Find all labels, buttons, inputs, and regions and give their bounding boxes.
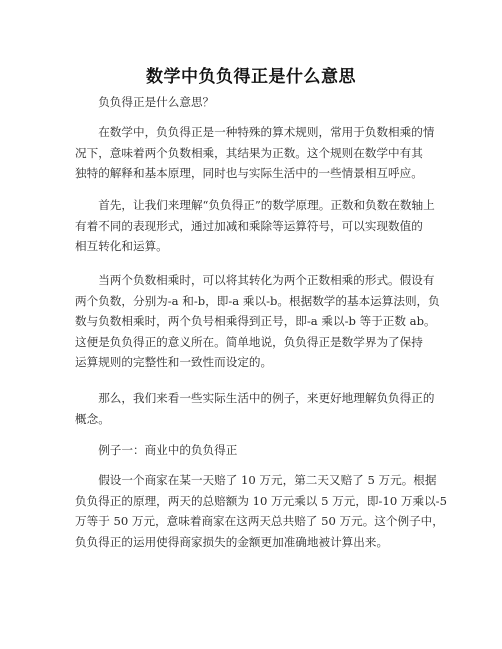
text-line: 例子一：商业中的负负得正 — [75, 443, 238, 457]
text-line: 概念。 — [75, 411, 110, 426]
text-line: 独特的解释和基本原理，同时也与实际生活中的一些情景相互呼应。 — [75, 166, 423, 180]
text-line: 这便是负负得正的意义所在。简单地说，负负得正是数学界为了保持 — [75, 334, 423, 349]
text-line: 两个负数，分别为-a 和-b，即-a 乘以-b。根据数学的基本运算法则，负 — [75, 293, 440, 308]
text-line: 负负得正的运用使得商家损失的金额更加准确地被计算出来。 — [75, 534, 389, 549]
paragraph-question — [75, 92, 435, 113]
paragraph-example-body — [75, 470, 447, 552]
text-line: 数与负数相乘时，两个负号相乘得到正号，即-a 乘以-b 等于正数 ab。 — [75, 314, 436, 328]
text-line: 负负得正的原理，两天的总赔额为 10 万元乘以 5 万元，即-10 万乘以-5 — [75, 493, 447, 508]
text-line: 假设一个商家在某一天赔了 10 万元，第二天又赔了 5 万元。根据 — [75, 473, 437, 487]
text-line: 万等于 50 万元，意味着商家在这两天总共赔了 50 万元。这个例子中， — [75, 514, 444, 528]
text-line: 首先，让我们来理解“负负得正”的数学原理。正数和负数在数轴上 — [75, 198, 435, 212]
paragraph-example-heading — [75, 440, 435, 461]
document-title: 数学中负负得正是什么意思 — [146, 67, 356, 87]
paragraph-intro-examples — [75, 388, 435, 429]
text-line: 有着不同的表现形式，通过加减和乘除等运算符号，可以实现数值的 — [75, 218, 423, 233]
text-line: 当两个负数相乘时，可以将其转化为两个正数相乘的形式。假设有 — [75, 273, 435, 287]
text-line: 相互转化和运算。 — [75, 239, 168, 253]
text-line: 运算规则的完整性和一致性而设定的。 — [75, 355, 273, 369]
text-line: 负负得正是什么意思？ — [75, 95, 215, 109]
paragraph-principle — [75, 195, 435, 257]
text-line: 况下，意味着两个负数相乘，其结果为正数。这个规则在数学中有其 — [75, 145, 423, 160]
paragraph-definition — [75, 122, 435, 184]
text-line: 在数学中，负负得正是一种特殊的算术规则，常用于负数相乘的情 — [75, 125, 435, 139]
text-line: 那么，我们来看一些实际生活中的例子，来更好地理解负负得正的 — [75, 391, 435, 405]
paragraph-multiplication — [75, 270, 440, 373]
